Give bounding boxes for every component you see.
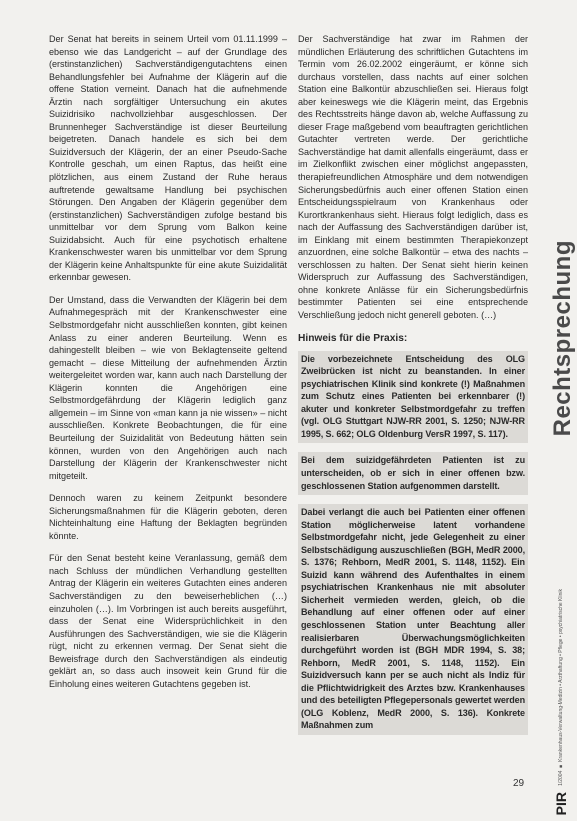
body-paragraph: Der Sachverständige hat zwar im Rahmen der mündlichen Erläuterung des schriftlichen Gutachtens im Termin vom 26.02.2002 eingeräumt, er könne sich durchaus vorstellen, dass nachts auf einer solchen Station eine Balkontür abzuschließen sei. Hieraus folgt aber keineswegs wie die Klägerin meint, das Ergebnis des Rechtsstreits hänge davon ab, welche Auffassung zu dieser Frage maßgebend vom beauftragten gerichtlichen Gutachter vertreten werde. Der gerichtliche Sachverständige hat damit allenfalls eingeräumt, dass er im Zielkonflikt zwischen einer möglichst angepassten, therapiefreundlichen Atmosphäre und dem notwendigen Sicherungsbedürfnis auch einer offenen Station einen Entscheidungsspielraum von Krankenhaus oder Kurortkrankenhaus sieht. Hieraus folgt lediglich, dass es nach der Auffassung des Sachverständigen darüber ist, im Einklang mit einem bestimmten Therapiekonzept anzuordnen, eine solche Balkontür – etwa des nachts – verschlossen zu halten. Der Senat sieht hierin keinen Widerspruch zur Auffassung des Sachverständigen, ohne konkrete Anlässe für ein Sicherungsbedürfnis bestimmter Patienten sei eine entsprechende Verschließung jedoch nicht generell geboten. (…) bbox=[298, 34, 528, 321]
body-paragraph: Für den Senat besteht keine Veranlassung, gemäß dem nach Schluss der mündlichen Verhandlung gestellten Antrag der Klägerin ein weiteres Gutachten eines anderen Sachverständigen zu den beweiserheblichen (…) einzuholen (…). Im Vorbringen ist auch bereits ausgeführt, dass der Senat eine Widersprüchlichkeit in den Ausführungen des Sachverständigen, wie sie die Klägerin rügt, nicht zu erkennen vermag. Der Senat sieht die Beweisfrage durch den Sachverständigen als eindeutig geklärt an, so dass auch insoweit kein Grund für die Einholung eines weiteren Gutachtens gegeben ist. bbox=[49, 553, 287, 689]
journal-strip bbox=[553, 550, 569, 815]
body-paragraph: Der Senat hat bereits in seinem Urteil vom 01.11.1999 – ebenso wie das Landgericht – auf der Grundlage des (erstinstanzlichen) Sachverständigengutachtens einen Behandlungsfehler bei Aufnahme der Klägerin auf die offene Station verneint. Danach hat die aufnehmende Ärztin nach sorgfältiger Untersuchung ein akutes Suizidrisiko nachvollziehbar ausgeschlossen. Der Brunnenheger Sachverständige ist dieser Beurteilung beigetreten. Danach handele es sich bei dem Suizidversuch der Klägerin, der an einer Pseudo-Sache Kontrolle geschah, um einen Raptus, das heißt eine plötzlichen, aus einem Zustand der Ruhe heraus auftretende gewaltsame Handlung bei psychischen Störungen. Den Angaben der Klägerin gegenüber dem (erstinstanzlichen) Sachverständigen zufolge bestand bis unmittelbar vor dem Sprung vom Balkon keine Suizidabsicht. Auch für eine psychotisch erhaltene Krankenschwester waren bis unmittelbar vor dem Sprung der Klägerin keine Anhaltspunkte für eine akute Suizidalität erkennbar gewesen. bbox=[49, 34, 287, 283]
body-paragraph: Der Umstand, dass die Verwandten der Klägerin bei dem Aufnahmegespräch mit der Krankenschwester eine Selbstmordgefahr nicht ausschließen konnten, gibt keinen Anlass zu einer anderen Beurteilung. Wenn es dahingestellt bleiben – wie von Beklagtenseite geltend gemacht – diese Mitteilung der aufnehmenden Ärztin weitergeleitet worden war, kann auch nach Darstellung der Klägerin konnten die Angehörigen eine Selbstmordgefährdung der Klägerin lediglich ganz allgemein – im Sinne von «man kann ja nie wissen» – nicht ausschließen. Konkrete Beobachtungen, die für eine Beurteilung der Suizidalität von Bedeutung hätten sein können, wurden von den Angehörigen auch nach Darstellung der Klägerin der Krankenschwester nicht mitgeteilt. bbox=[49, 294, 287, 481]
left-text-column bbox=[49, 33, 287, 700]
practice-hint-paragraph: Bei dem suizidgefährdeten Patienten ist zu unterscheiden, ob er sich in einer offenen bzw. geschlossenen Station aufgenommen darstellt. bbox=[298, 452, 528, 495]
journal-issue-line: 1/2004 ■ Krankenhaus-Verwaltung-Medizin • Arzthaftung • Pflege • psychiatrische Klinik bbox=[558, 588, 564, 786]
practice-hint-heading: Hinweis für die Praxis: bbox=[298, 332, 408, 344]
body-paragraph: Dennoch waren zu keinem Zeitpunkt besondere Sicherungsmaßnahmen für die Klägerin geboten, deren Nichteinhaltung eine Haftung der Beklagten begründen könnte. bbox=[49, 493, 287, 541]
practice-hint-paragraph: Die vorbezeichnete Entscheidung des OLG Zweibrücken ist nicht zu beanstanden. In einer psychiatrischen Klinik sind konkrete (!) Maßnahmen zum Schutz eines Patienten bei erkennbarer (!) akuter und konkreter Selbstmordgefahr zu treffen (vgl. OLG Stuttgart NJW-RR 2001, S. 1250; NJW-RR 1995, S. 662; OLG Oldenburg VersR 1997, S. 117). bbox=[298, 351, 528, 444]
section-title: Rechtsprechung bbox=[549, 240, 576, 437]
page-number: 29 bbox=[513, 778, 525, 789]
practice-hint-paragraph: Dabei verlangt die auch bei Patienten einer offenen Station möglicherweise latent vorhandene Selbstmordgefahr nicht, jede Gelegenheit zu einer Selbstschädigung auszuschließen (BGH, MedR 2000, S. 1376; Rehborn, MedR 2001, S. 1148, 1152). Ein Suizid kann während des Aufenthaltes in einem psychiatrischen Krankenhaus nie mit absoluter Sicherheit vermieden werden, gleich, ob die Behandlung auf einer offenen oder auf einer geschlossenen Station unter Beachtung aller realisierbaren Überwachungsmöglichkeiten durchgeführt worden ist (BGH MDR 1994, S. 38; Rehborn, MedR 2001, S. 1148, 1152). Ein Suizidversuch kann per se auch nicht als Indiz für die Pflichtwidrigkeit des Arztes bzw. Krankenhauses und des beteiligten Pflegepersonals gewertet werden (OLG Koblenz, MedR 2000, S. 136). Konkrete Maßnahmen zum bbox=[298, 504, 528, 735]
right-text-column bbox=[298, 33, 528, 744]
journal-abbreviation: PIR bbox=[553, 791, 569, 815]
